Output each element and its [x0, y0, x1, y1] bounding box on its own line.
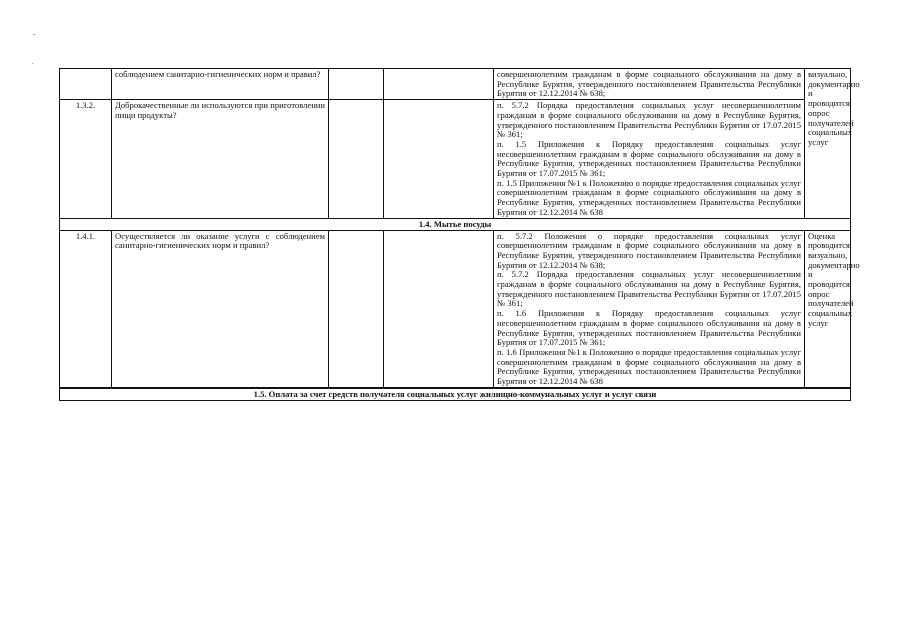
reference-item: п. 1.5 Приложения к Порядку предоставления социальных услуг несовершеннолетним гражданам в форме социального обслуживания на дому в Республике Бурятия, утвержденных постановлением Правительства Республики Бурятия от 17.07.2015 № 361;: [497, 138, 801, 179]
evaluation-cell: Оценка проводится визуально, документарно и проводится опрос получателей социальных услуг: [805, 230, 851, 388]
margin-mark: -: [33, 30, 36, 39]
question-cell: Осуществляется ли оказание услуги с соблюдением санитарно-гигиенических норм и правил?: [112, 230, 329, 388]
margin-mark: ´: [31, 62, 34, 71]
section-title: 1.4. Мытье посуды: [60, 218, 851, 230]
section-row: [60, 218, 851, 230]
reference-item: п. 1.5 Приложения №1 к Положению о порядке предоставления социальных услуг совершеннолетним гражданам в форме социального обслуживания на дому в Республике Бурятия, утвержденных постановлением Правительства Республики Бурятия от 12.12.2014 № 638: [497, 177, 801, 217]
reference-cell: [494, 100, 805, 218]
table-row: [60, 69, 851, 100]
evaluation-cell: визуально, документарно и проводится опрос получателей социальных услуг: [805, 69, 851, 219]
reference-cell: [494, 230, 805, 388]
empty-cell: [329, 230, 384, 388]
requirements-table: [59, 68, 860, 401]
reference-item: п. 5.7.2 Порядка предоставления социальных услуг несовершеннолетним гражданам в форме социального обслуживания на дому в Республике Бурятия, утвержденного постановлением Правительства Республики Бурятия от 17.07.2015 № 361;: [497, 269, 801, 309]
reference-item: п. 1.6 Приложения к Порядку предоставления социальных услуг несовершеннолетним гражданам в форме социального обслуживания на дому в Республике Бурятия, утвержденных постановлением Правительства Республики Бурятия от 17.07.2015 № 361;: [497, 308, 801, 348]
reference-item: п. 5.7.2 Положения о порядке предоставления социальных услуг совершеннолетним гражданам в форме социального обслуживания на дому в Республике Бурятия, утвержденного постановлением Правительства Республики Бурятия от 12.12.2014 № 638;: [497, 230, 801, 270]
reference-cell: совершеннолетним гражданам в форме социального обслуживания на дому в Республике Бурятия, утвержденного постановлением Правительства Республики Бурятия от 12.12.2014 № 638;: [494, 69, 805, 100]
question-cell: соблюдением санитарно-гигиенических норм и правил?: [112, 69, 329, 100]
number-cell: [60, 69, 112, 100]
section-row: [60, 388, 851, 401]
table-row: [60, 230, 851, 388]
section-title: 1.5. Оплата за счет средств получателя социальных услуг жилищно-коммунальных услуг и услуг связи: [60, 388, 851, 401]
table-row: [60, 100, 851, 218]
empty-cell: [384, 230, 494, 388]
question-cell: Доброкачественные ли используются при приготовлении пищи продукты?: [112, 100, 329, 218]
row-number: 1.3.2.: [60, 100, 112, 218]
reference-item: п. 1.6 Приложения №1 к Положению о порядке предоставления социальных услуг совершеннолетним гражданам в форме социального обслуживания на дому в Республике Бурятия, утвержденных постановлением Правительства Республики Бурятия от 12.12.2014 № 638: [497, 346, 801, 387]
reference-item: п. 5.7.2 Порядка предоставления социальных услуг несовершеннолетним гражданам в форме социального обслуживания на дому в Республике Бурятия, утвержденного постановлением Правительства Республики Бурятия от 17.07.2015 № 361;: [497, 100, 801, 140]
row-number: 1.4.1.: [60, 230, 112, 388]
empty-cell: [384, 100, 494, 218]
empty-cell: [329, 69, 384, 100]
empty-cell: [384, 69, 494, 100]
empty-cell: [329, 100, 384, 218]
